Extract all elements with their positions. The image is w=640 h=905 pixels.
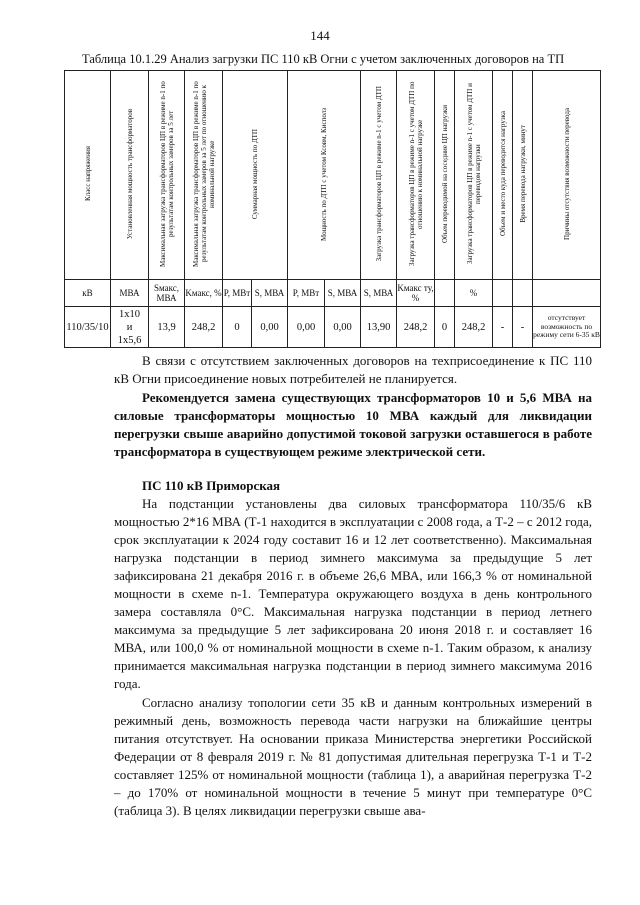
paragraph: В связи с отсутствием заключенных договоров на техприсоединение к ПС 110 кВ Огни присоединение новых потребителей не планируется. (114, 353, 592, 386)
paragraph: На подстанции установлены два силовых трансформатора 110/35/6 кВ мощностью 2*16 МВА (Т-1 находится в эксплуатации с 2008 года, а Т-2 – с 2012 года, срок эксплуатации к 2024 году составит 16 и 12 лет соответственно). Максимальная нагрузка подстанции в период зимнего максимума за предыдущие 5 лет зафиксирована 21 декабря 2016 г. в объеме 26,6 МВА, или 166,3 % от номинальной мощности в схеме n-1. Температура окружающего воздуха в день контрольного замера составляла 0°С. Максимальная нагрузка подстанции в период летнего максимума за предыдущие 5 лет зафиксирована 20 июня 2018 г. и составляет 16 МВА, или 100,0 % от номинальной мощности в схеме n-1. Таким образом, к анализу принимается максимальная нагрузка подстанции в период зимнего максимума 2016 года. (114, 496, 592, 691)
cell-k-max: 248,2 (185, 307, 223, 348)
cell-dtp-s: 0,00 (252, 307, 288, 348)
header-cell: Причины отсутствия возможности перевода (533, 71, 601, 280)
unit-cell: Kмакс ту, % (397, 280, 435, 307)
unit-cell: S, МВА (252, 280, 288, 307)
table-units-row (65, 280, 601, 307)
header-cell: Мощность по ДТП с учетом Ксовм, Кисполз (288, 71, 361, 280)
header-cell: Загрузка трансформаторов ЦП в режиме n-1 с учетом ДТП (361, 71, 397, 280)
unit-cell: кВ (65, 280, 111, 307)
cell-place: - (493, 307, 513, 348)
body-text (114, 352, 592, 820)
header-cell: Объем переводимой на соседние ЦП нагрузки (435, 71, 455, 280)
unit-cell (533, 280, 601, 307)
cell-load-transfer: 248,2 (455, 307, 493, 348)
unit-cell (435, 280, 455, 307)
recommendation-paragraph: Рекомендуется замена существующих трансформаторов 10 и 5,6 МВА на силовые трансформаторы мощностью 10 МВА каждый для ликвидации перегрузки свыше аварийно допустимой токовой загрузки оставшегося в работе трансформатора в существующем режиме электрической сети. (114, 390, 592, 459)
cell-dtp-p: 0 (223, 307, 252, 348)
header-cell: Загрузка трансформаторов ЦП в режиме n-1 с учетом ДТП по отношению к номинальной нагрузке (397, 71, 435, 280)
cell-time: - (513, 307, 533, 348)
unit-cell: P, МВт (223, 280, 252, 307)
table-row (65, 307, 601, 348)
header-cell: Установленная мощность трансформаторов (111, 71, 149, 280)
header-cell: Максимальная загрузка трансформаторов ЦП в режиме n-1 по результатам контрольных замеров за 5 лет по отношению к номинальной нагрузке (185, 71, 223, 280)
header-cell: Класс напряжения (65, 71, 111, 280)
header-cell: Время перевода нагрузки, минут (513, 71, 533, 280)
cell-reason: отсутствует возможность по режиму сети 6-35 кВ (533, 307, 601, 348)
cell-s-max: 13,9 (149, 307, 185, 348)
unit-cell: МВА (111, 280, 149, 307)
cell-capacity: 1x10 и 1x5,6 (111, 307, 149, 348)
header-cell: Суммарная мощность по ДТП (223, 71, 288, 280)
cell-load-s: 13,90 (361, 307, 397, 348)
unit-cell: S, МВА (361, 280, 397, 307)
unit-cell (493, 280, 513, 307)
cell-voltage: 110/35/10 (65, 307, 111, 348)
unit-cell: % (455, 280, 493, 307)
unit-cell: Sмакс, МВА (149, 280, 185, 307)
cell-transfer: 0 (435, 307, 455, 348)
header-cell: Объем и место куда переводится нагрузка (493, 71, 513, 280)
header-cell: Максимальная загрузка трансформаторов ЦП в режиме n-1 по результатам контрольных замеров за 5 лет (149, 71, 185, 280)
unit-cell: S, МВА (325, 280, 361, 307)
paragraph: Согласно анализу топологии сети 35 кВ и данным контрольных измерений в режимный день, возможность перевода части нагрузки на ближайшие центры питания отсутствует. На основании приказа Министерства энергетики Российской Федерации от 8 февраля 2019 г. № 81 допустимая длительная перегрузка Т-1 и Т-2 составляет 125% от номинальной мощности (таблица 1), а аварийная перегрузка Т-2 – до 170% от номинальной мощности в течение 5 минут при температуре 0°С (таблица 3). В целях ликвидации перегрузки свыше ава- (114, 695, 592, 818)
cell-ks-s: 0,00 (325, 307, 361, 348)
table-caption: Таблица 10.1.29 Анализ загрузки ПС 110 кВ Огни с учетом заключенных договоров на ТП (82, 52, 565, 66)
cell-load-k: 248,2 (397, 307, 435, 348)
header-cell: Загрузка трансформаторов ЦП в режиме n-1 с учетом ДТП и переводом нагрузки (455, 71, 493, 280)
load-analysis-table (64, 70, 601, 348)
section-heading: ПС 110 кВ Приморская (142, 478, 281, 493)
unit-cell: P, МВт (288, 280, 325, 307)
unit-cell (513, 280, 533, 307)
table-header-row (65, 71, 601, 280)
cell-ks-p: 0,00 (288, 307, 325, 348)
page-number: 144 (310, 28, 330, 43)
unit-cell: Kмакс, % (185, 280, 223, 307)
